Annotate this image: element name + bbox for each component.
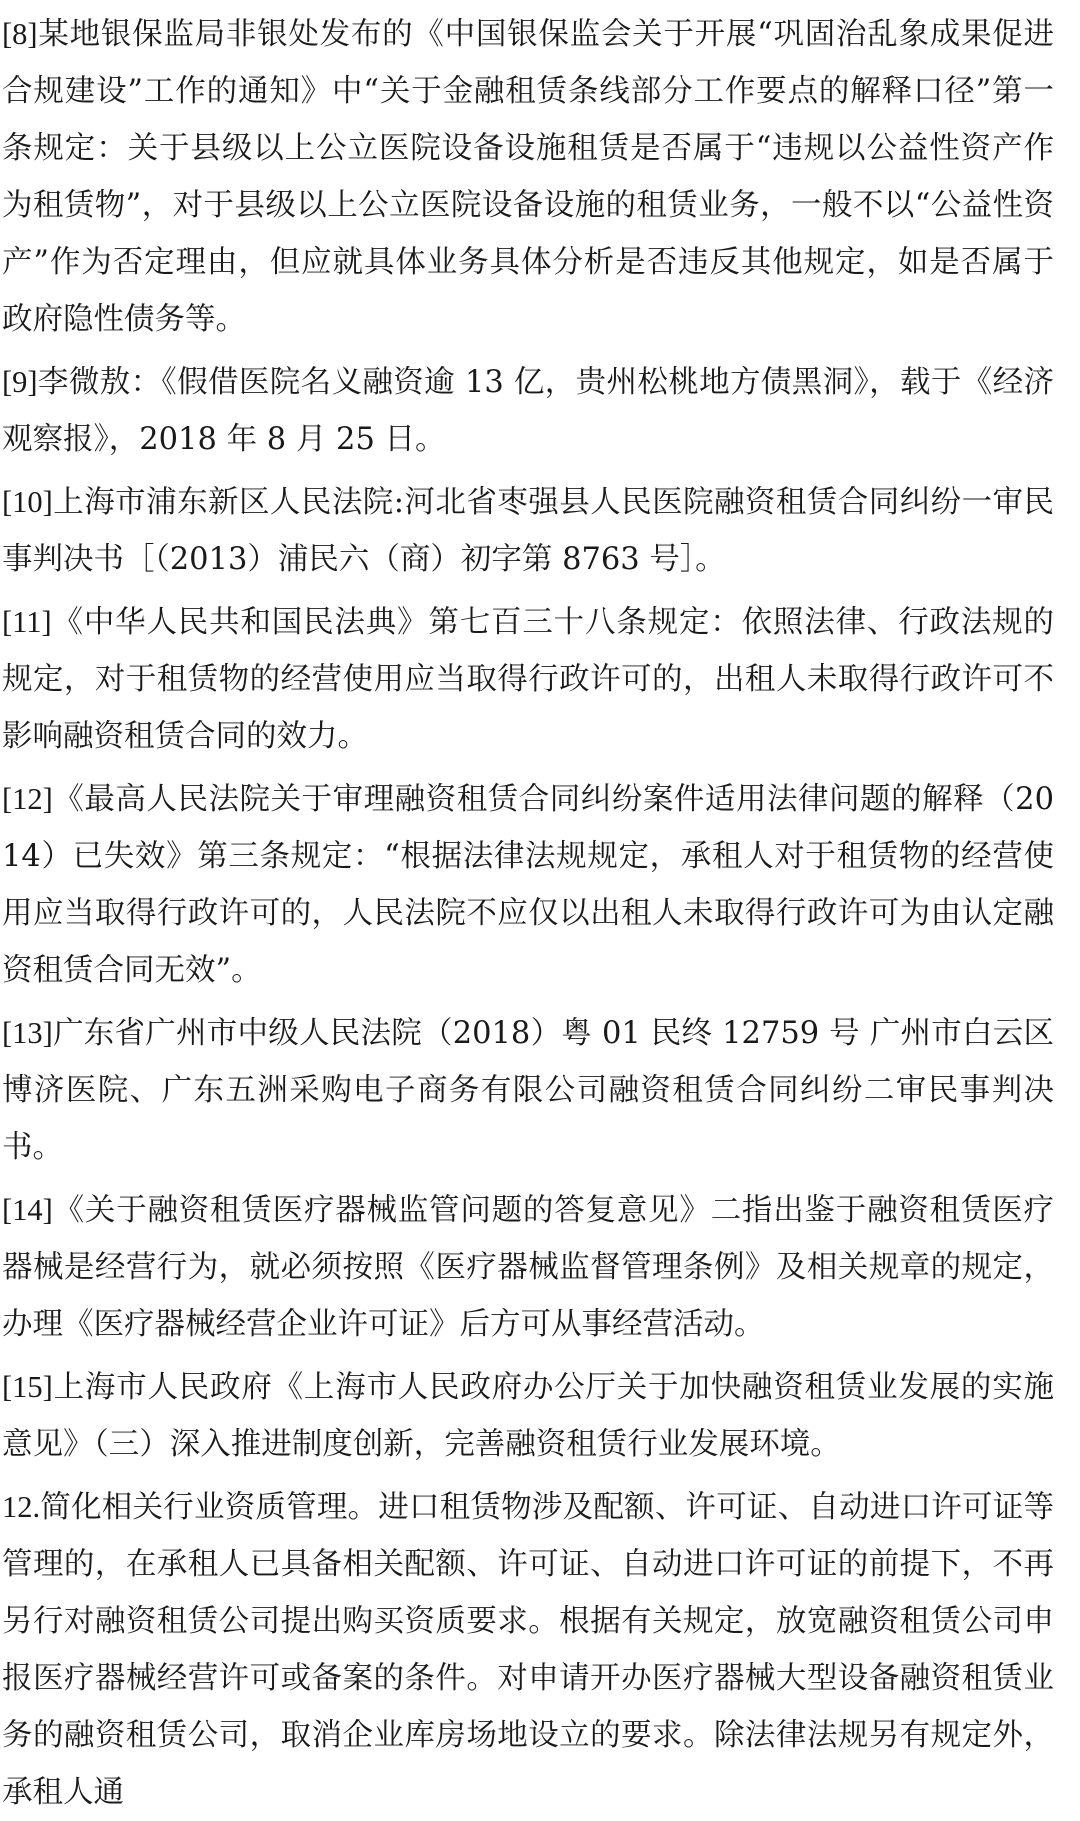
policy-item-12 (2, 1479, 1054, 1821)
footnote-text: 《最高人民法院关于审理融资租赁合同纠纷案件适用法律问题的解释（2014）已失效》第三条规定：“根据法律法规规定，承租人对于租赁物的经营使用应当取得行政许可的，人民法院不应仅以出租人未取得行政许可为由认定融资租赁合同无效”。 (2, 782, 1054, 988)
footnote-10 (2, 474, 1054, 588)
footnote-text: 广东省广州市中级人民法院（2018）粤 01 民终 12759 号 广州市白云区博济医院、广东五洲采购电子商务有限公司融资租赁合同纠纷二审民事判决书。 (2, 1016, 1054, 1165)
footnote-marker: [11] (2, 605, 52, 639)
footnote-12 (2, 771, 1054, 999)
footnote-marker: [14] (2, 1193, 53, 1227)
footnote-text: 李微敖：《假借医院名义融资逾 13 亿，贵州松桃地方债黑洞》，载于《经济观察报》，2018 年 8 月 25 日。 (2, 365, 1054, 457)
footnote-text: 《中华人民共和国民法典》第七百三十八条规定：依照法律、行政法规的规定，对于租赁物的经营使用应当取得行政许可的，出租人未取得行政许可不影响融资租赁合同的效力。 (2, 605, 1054, 754)
footnote-text: 上海市人民政府《上海市人民政府办公厅关于加快融资租赁业发展的实施意见》（三）深入推进制度创新，完善融资租赁行业发展环境。 (2, 1370, 1054, 1462)
footnote-13 (2, 1005, 1054, 1176)
footnote-marker: [9] (2, 365, 38, 399)
footnote-15 (2, 1359, 1054, 1473)
footnote-marker: [15] (2, 1370, 53, 1404)
footnote-text: 《关于融资租赁医疗器械监管问题的答复意见》二指出鉴于融资租赁医疗器械是经营行为，就必须按照《医疗器械监督管理条例》及相关规章的规定，办理《医疗器械经营企业许可证》后方可从事经营活动。 (2, 1193, 1054, 1342)
footnote-text: 上海市浦东新区人民法院:河北省枣强县人民医院融资租赁合同纠纷一审民事判决书［（2013）浦民六（商）初字第 8763 号］。 (2, 485, 1054, 577)
footnote-marker: [12] (2, 782, 53, 816)
footnote-14 (2, 1182, 1054, 1353)
footnote-11 (2, 594, 1054, 765)
item-number: 12. (2, 1490, 41, 1524)
footnote-8 (2, 6, 1054, 348)
footnote-marker: [8] (2, 17, 38, 51)
footnote-marker: [10] (2, 485, 53, 519)
footnote-9 (2, 354, 1054, 468)
footnote-text: 某地银保监局非银处发布的《中国银保监会关于开展“巩固治乱象成果促进合规建设”工作的通知》中“关于金融租赁条线部分工作要点的解释口径”第一条规定：关于县级以上公立医院设备设施租赁是否属于“违规以公益性资产作为租赁物”，对于县级以上公立医院设备设施的租赁业务，一般不以“公益性资产”作为否定理由，但应就具体业务具体分析是否违反其他规定，如是否属于政府隐性债务等。 (2, 17, 1054, 337)
footnote-marker: [13] (2, 1016, 53, 1050)
item-text: 简化相关行业资质管理。进口租赁物涉及配额、许可证、自动进口许可证等管理的，在承租人已具备相关配额、许可证、自动进口许可证的前提下，不再另行对融资租赁公司提出购买资质要求。根据有关规定，放宽融资租赁公司申报医疗器械经营许可或备案的条件。对申请开办医疗器械大型设备融资租赁业务的融资租赁公司，取消企业库房场地设立的要求。除法律法规另有规定外，承租人通 (2, 1490, 1054, 1810)
